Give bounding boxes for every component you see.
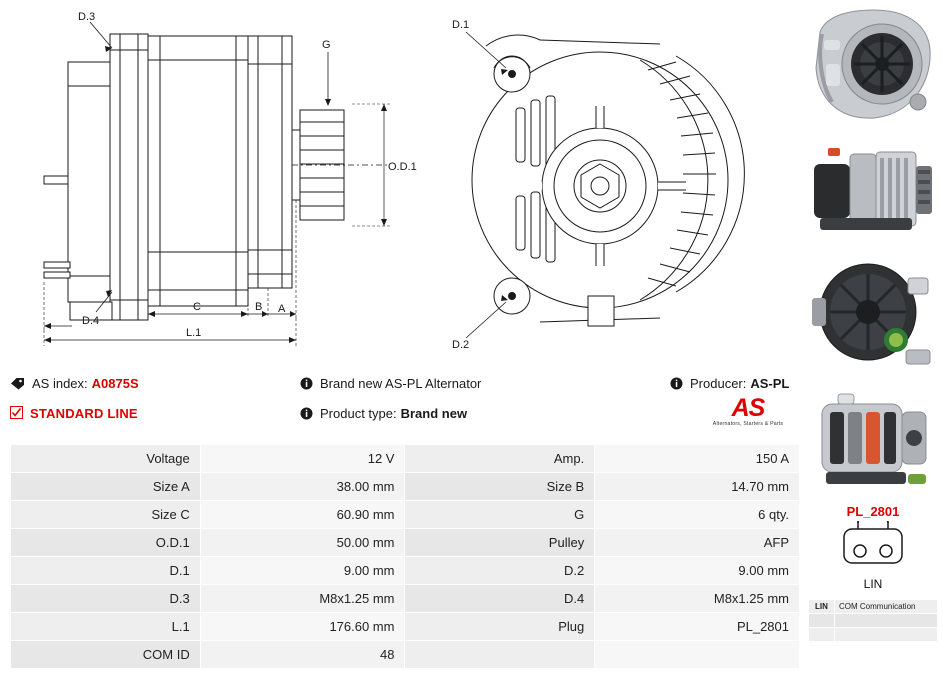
tag-icon (10, 377, 25, 390)
spec-label: D.2 (405, 557, 595, 585)
plug-legend-row (809, 614, 938, 628)
table-row (11, 529, 800, 557)
spec-label: Plug (405, 613, 595, 641)
plug-legend-key (809, 628, 835, 642)
spec-value: M8x1.25 mm (595, 585, 800, 613)
spec-label: D.1 (11, 557, 201, 585)
info-icon (300, 407, 313, 420)
label-d4: D.4 (82, 315, 100, 327)
plug-legend-text (835, 628, 938, 642)
spec-value: 9.00 mm (595, 557, 800, 585)
info-icon (670, 377, 683, 390)
spec-value: 6 qty. (595, 501, 800, 529)
info-row-1 (10, 368, 800, 398)
producer-value: AS-PL (750, 375, 790, 391)
table-row (11, 445, 800, 473)
table-row (11, 641, 800, 669)
specifications-table (10, 444, 800, 669)
plug-legend-key: LIN (809, 600, 835, 614)
label-l1: L.1 (186, 327, 202, 339)
as-pl-logo (705, 396, 791, 436)
plug-legend-text (835, 614, 938, 628)
product-type-cell (300, 406, 670, 421)
spec-label: Amp. (405, 445, 595, 473)
spec-value: M8x1.25 mm (200, 585, 405, 613)
as-index-label: AS index: (32, 375, 88, 391)
plug-name: LIN (863, 577, 883, 591)
as-index-cell (10, 376, 300, 391)
plug-legend-key (809, 614, 835, 628)
spec-value: 60.90 mm (200, 501, 405, 529)
spec-value: 176.60 mm (200, 613, 405, 641)
technical-drawings (0, 0, 800, 360)
table-row (11, 557, 800, 585)
spec-label: D.3 (11, 585, 201, 613)
product-photo-side[interactable] (808, 130, 938, 250)
spec-empty-cell (595, 641, 800, 669)
product-photo-front[interactable] (808, 6, 938, 126)
label-od1: O.D.1 (388, 161, 417, 173)
spec-label: O.D.1 (11, 529, 201, 557)
label-c: C (193, 301, 201, 313)
spec-value: 14.70 mm (595, 473, 800, 501)
label-d3: D.3 (78, 11, 96, 23)
as-index-value: A0875S (91, 375, 139, 391)
producer-cell (670, 376, 800, 391)
standard-line-cell (10, 406, 300, 421)
spec-label: Size A (11, 473, 201, 501)
producer-label: Producer: (690, 375, 747, 391)
spec-label: Size B (405, 473, 595, 501)
table-row (11, 613, 800, 641)
plug-legend-row (809, 628, 938, 642)
product-info-block (10, 368, 800, 428)
brand-text: Brand new AS-PL Alternator (320, 375, 482, 391)
spec-value: 150 A (595, 445, 800, 473)
label-g: G (322, 39, 331, 51)
label-d2: D.2 (452, 339, 470, 351)
plug-legend-text: COM Communication (835, 600, 938, 614)
plug-legend-row (809, 600, 938, 614)
spec-label: D.4 (405, 585, 595, 613)
product-type-label: Product type: (320, 405, 397, 421)
spec-value: 48 (200, 641, 405, 669)
brand-cell (300, 376, 670, 391)
product-photo-angle[interactable] (808, 378, 938, 498)
table-row (11, 473, 800, 501)
product-photo-rear[interactable] (808, 254, 938, 374)
spec-empty-cell (405, 641, 595, 669)
spec-label: Pulley (405, 529, 595, 557)
spec-label: COM ID (11, 641, 201, 669)
spec-value: 12 V (200, 445, 405, 473)
checkbox-icon (10, 406, 23, 421)
plug-code: PL_2801 (846, 504, 900, 519)
label-d1: D.1 (452, 19, 470, 31)
spec-value: 50.00 mm (200, 529, 405, 557)
as-pl-logo-tagline: Alternators, Starters & Parts (712, 421, 784, 427)
spec-label: Voltage (11, 445, 201, 473)
standard-line-label: STANDARD LINE (30, 405, 138, 421)
spec-value: 38.00 mm (200, 473, 405, 501)
spec-value: PL_2801 (595, 613, 800, 641)
plug-diagram (808, 521, 938, 591)
spec-label: L.1 (11, 613, 201, 641)
spec-value: AFP (595, 529, 800, 557)
spec-value: 9.00 mm (200, 557, 405, 585)
table-row (11, 585, 800, 613)
product-photos (808, 6, 938, 642)
label-b: B (255, 301, 263, 313)
product-type-value: Brand new (400, 405, 468, 421)
label-a: A (278, 303, 286, 315)
spec-label: Size C (11, 501, 201, 529)
info-row-2 (10, 394, 800, 428)
plug-legend-table (808, 599, 938, 642)
table-row (11, 501, 800, 529)
as-pl-logo-mark: AS (731, 394, 765, 422)
spec-label: G (405, 501, 595, 529)
info-icon (300, 377, 313, 390)
